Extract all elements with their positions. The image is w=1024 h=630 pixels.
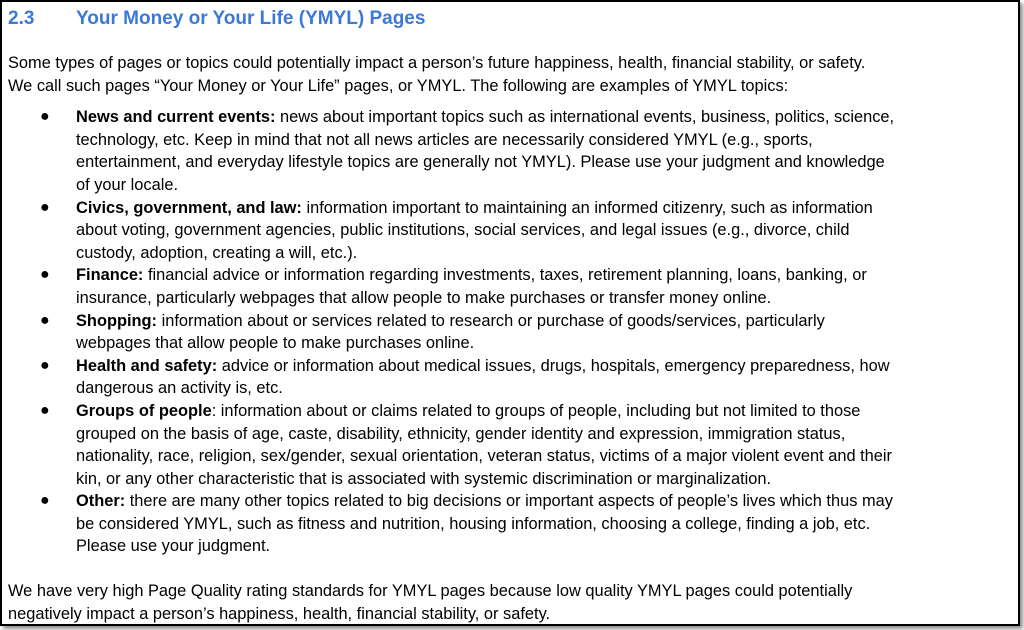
topic-label: Finance:: [76, 266, 144, 285]
topic-text: insurance, particularly webpages that allow people to make purchases or transfer money online.: [76, 288, 772, 307]
list-item-shopping: [8, 310, 1014, 355]
intro-paragraph: [8, 52, 1014, 97]
topic-text: advice or information about medical issues, drugs, hospitals, emergency preparedness, how: [217, 356, 890, 375]
outro-line: We have very high Page Quality rating standards for YMYL pages because low quality YMYL pages could potentially: [8, 582, 853, 601]
topic-text: entertainment, and everyday lifestyle topics are generally not YMYL). Please use your judgment and knowledge: [76, 153, 885, 172]
topic-text: news about important topics such as international events, business, politics, science,: [275, 108, 895, 127]
topic-text: dangerous an activity is, etc.: [76, 379, 283, 398]
bullet-icon: ●: [40, 311, 50, 329]
topic-label: Health and safety:: [76, 356, 218, 375]
bullet-icon: ●: [40, 356, 50, 374]
topic-text: information about or services related to research or purchase of goods/services, particularly: [157, 311, 825, 330]
topic-text: of your locale.: [76, 175, 179, 194]
topic-text: custody, adoption, creating a will, etc.).: [76, 243, 358, 262]
topic-text: grouped on the basis of age, caste, disability, ethnicity, gender identity and expression, immigration status,: [76, 424, 846, 443]
outro-line: negatively impact a person’s happiness, health, financial stability, or safety.: [8, 604, 551, 623]
ymyl-topic-list: [8, 106, 1014, 558]
topic-label: Civics, government, and law:: [76, 198, 302, 217]
bullet-icon: ●: [40, 266, 50, 284]
list-item-groups-of-people: [8, 400, 1014, 490]
topic-text: : information about or claims related to groups of people, including but not limited to those: [211, 401, 861, 420]
topic-text: webpages that allow people to make purchases online.: [76, 334, 475, 353]
topic-text: technology, etc. Keep in mind that not all news articles are necessarily considered YMYL (e.g., sports,: [76, 130, 813, 149]
list-item-civics: [8, 197, 1014, 265]
topic-label: Shopping:: [76, 311, 158, 330]
section-number: 2.3: [8, 8, 35, 29]
topic-text: be considered YMYL, such as fitness and nutrition, housing information, choosing a college, finding a job, etc.: [76, 514, 871, 533]
topic-text: there are many other topics related to big decisions or important aspects of people’s lives which thus may: [125, 492, 893, 511]
topic-label: News and current events:: [76, 108, 276, 127]
section-title: Your Money or Your Life (YMYL) Pages: [76, 8, 426, 29]
bullet-icon: ●: [40, 108, 50, 126]
outro-paragraph: [8, 580, 1014, 625]
topic-label: Other:: [76, 492, 126, 511]
topic-text: financial advice or information regarding investments, taxes, retirement planning, loans, banking, or: [143, 266, 867, 285]
topic-text: kin, or any other characteristic that is associated with systemic discrimination or marginalization.: [76, 469, 772, 488]
topic-text: nationality, race, religion, sex/gender, sexual orientation, veteran status, victims of a major violent event and their: [76, 447, 893, 466]
bullet-icon: ●: [40, 198, 50, 216]
list-item-news: [8, 106, 1014, 196]
topic-label: Groups of people: [76, 401, 212, 420]
document-content: [8, 2, 1014, 625]
bullet-icon: ●: [40, 492, 50, 510]
topic-text: information important to maintaining an informed citizenry, such as information: [301, 198, 873, 217]
bullet-icon: ●: [40, 401, 50, 419]
topic-text: about voting, government agencies, public institutions, social services, and legal issues (e.g., divorce, child: [76, 221, 850, 240]
topic-text: Please use your judgment.: [76, 537, 271, 556]
list-item-health-safety: [8, 355, 1014, 400]
section-heading: [8, 6, 1014, 32]
list-item-finance: [8, 264, 1014, 309]
intro-line: We call such pages “Your Money or Your Life” pages, or YMYL. The following are examples of YMYL topics:: [8, 76, 789, 95]
list-item-other: [8, 490, 1014, 558]
intro-line: Some types of pages or topics could potentially impact a person’s future happiness, health, financial stability, or safety.: [8, 54, 866, 72]
